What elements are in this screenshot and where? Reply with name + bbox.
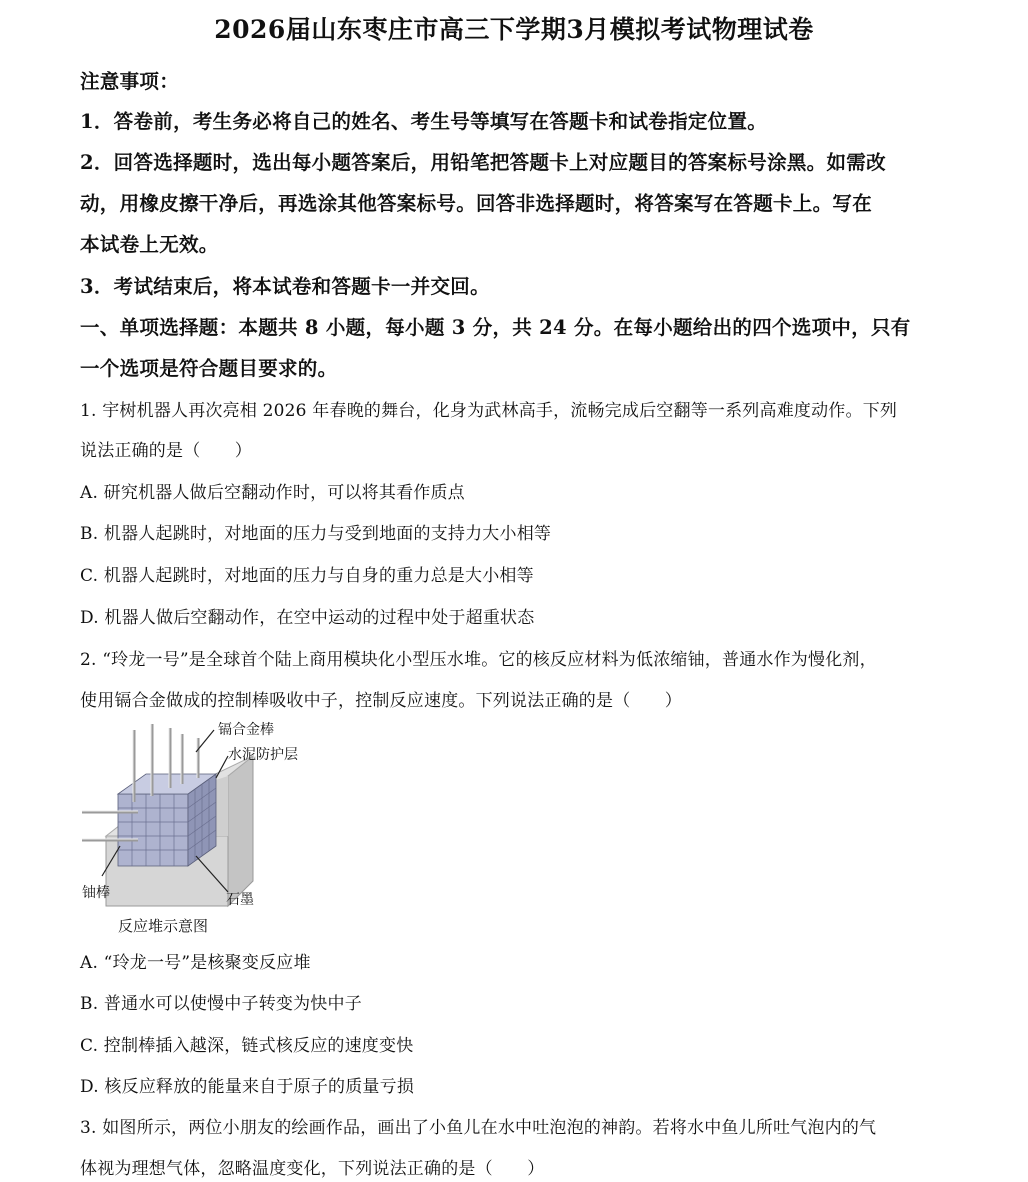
label-cadmium-rod: 镉合金棒	[218, 722, 274, 738]
q2-option-b: B. 普通水可以使慢中子转变为快中子	[80, 994, 362, 1014]
section-heading: 一、单项选择题：本题共 8 小题，每小题 3 分，共 24 分。在每小题给出的四个选项中，只有	[80, 316, 911, 339]
q1-stem-cont: 说法正确的是（ ）	[80, 441, 252, 461]
q2-option-d: D. 核反应释放的能量来自于原子的质量亏损	[80, 1077, 415, 1097]
q3-stem: 3. 如图所示，两位小朋友的绘画作品，画出了小鱼儿在水中吐泡泡的神韵。若将水中鱼儿所吐气泡内的气	[80, 1118, 877, 1138]
notice-item-2: 2．回答选择题时，选出每小题答案后，用铅笔把答题卡上对应题目的答案标号涂黑。如需改	[80, 151, 886, 174]
reactor-diagram	[78, 716, 318, 940]
label-uranium-rod: 铀棒	[82, 885, 110, 901]
q1-option-a: A. 研究机器人做后空翻动作时，可以将其看作质点	[80, 483, 465, 503]
q1-stem: 1. 宇树机器人再次亮相 2026 年春晚的舞台，化身为武林高手，流畅完成后空翻等一系列高难度动作。下列	[80, 401, 898, 421]
section-heading-cont: 一个选项是符合题目要求的。	[80, 357, 338, 380]
q2-stem: 2. “玲龙一号”是全球首个陆上商用模块化小型压水堆。它的核反应材料为低浓缩铀，普通水作为慢化剂，	[80, 650, 877, 670]
notice-item-2-end: 本试卷上无效。	[80, 233, 219, 256]
q2-stem-cont: 使用镉合金做成的控制棒吸收中子，控制反应速度。下列说法正确的是（ ）	[80, 691, 682, 711]
q2-option-a: A. “玲龙一号”是核聚变反应堆	[80, 953, 311, 973]
label-graphite: 石墨	[226, 892, 254, 908]
notice-item-3: 3．考试结束后，将本试卷和答题卡一并交回。	[80, 275, 490, 298]
q2-option-c: C. 控制棒插入越深，链式核反应的速度变快	[80, 1036, 414, 1056]
figure-caption: 反应堆示意图	[118, 917, 209, 935]
label-concrete-shield: 水泥防护层	[228, 747, 298, 763]
notice-heading: 注意事项：	[80, 70, 180, 93]
notice-item-1: 1．答卷前，考生务必将自己的姓名、考生号等填写在答题卡和试卷指定位置。	[80, 110, 768, 133]
q1-option-c: C. 机器人起跳时，对地面的压力与自身的重力总是大小相等	[80, 566, 534, 586]
page-title: 2026届山东枣庄市高三下学期3月模拟考试物理试卷	[214, 15, 814, 44]
q3-stem-cont: 体视为理想气体，忽略温度变化，下列说法正确的是（ ）	[80, 1159, 545, 1179]
notice-item-2-cont: 动，用橡皮擦干净后，再选涂其他答案标号。回答非选择题时，将答案写在答题卡上。写在	[80, 192, 873, 215]
q1-option-b: B. 机器人起跳时，对地面的压力与受到地面的支持力大小相等	[80, 524, 552, 544]
q1-option-d: D. 机器人做后空翻动作，在空中运动的过程中处于超重状态	[80, 608, 535, 628]
